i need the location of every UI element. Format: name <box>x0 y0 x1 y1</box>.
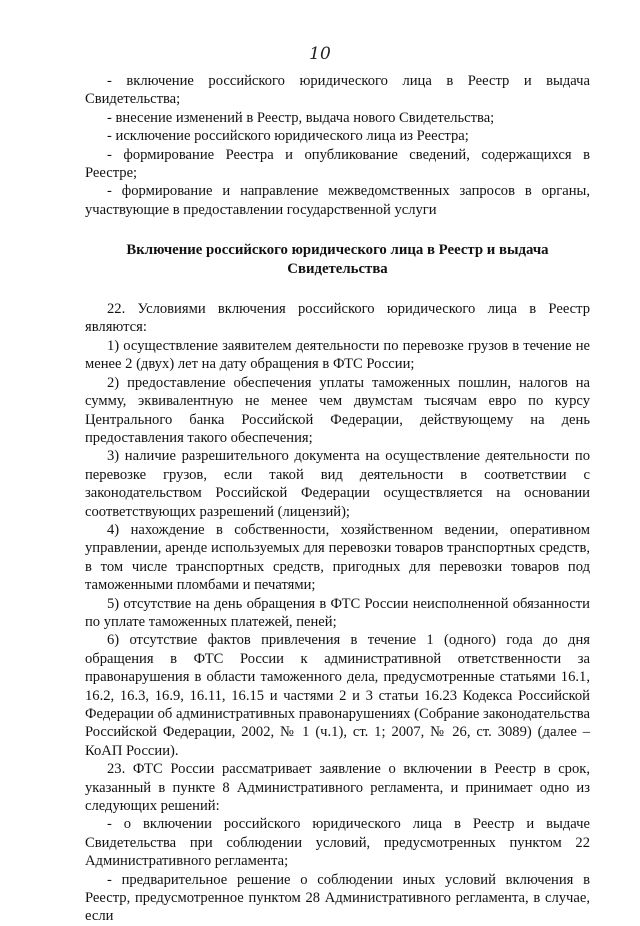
condition-item-5: 5) отсутствие на день обращения в ФТС России неисполненной обязанности по уплате таможенных платежей, пеней; <box>85 595 590 630</box>
paragraph-23: 23. ФТС России рассматривает заявление о включении в Реестр в срок, указанный в пункте 8 Административного регламента, и принимает одно из следующих решений: <box>85 761 590 815</box>
intro-item: - формирование и направление межведомственных запросов в органы, участвующие в предоставлении государственной услуги <box>85 183 590 218</box>
condition-item-6: 6) отсутствие фактов привлечения в течение 1 (одного) года до дня обращения в ФТС России к административной ответственности за правонарушения в области таможенного дела, предусмотренные статьями 16.1, 16.2, 16.3, 16.9, 16.11, 16.15 и частями 2 и 3 статьи 16.23 Кодекса Российской Федерации об административных правонарушениях (Собрание законодательства Российской Федерации, 2002, № 1 (ч.1), ст. 1; 2007, № 26, ст. 3089) (далее – КоАП России). <box>85 632 590 759</box>
paragraph-22: 22. Условиями включения российского юридического лица в Реестр являются: <box>85 301 590 336</box>
document-body <box>85 72 590 926</box>
condition-item-2: 2) предоставление обеспечения уплаты таможенных пошлин, налогов на сумму, эквивалентную не менее чем двумстам тысячам евро по курсу Центрального банка Российской Федерации, действующему на день предоставления такого обеспечения; <box>85 374 590 446</box>
intro-item: - формирование Реестра и опубликование сведений, содержащихся в Реестре; <box>85 146 590 182</box>
intro-item: - внесение изменений в Реестр, выдача нового Свидетельства; <box>107 109 495 126</box>
condition-item-1: 1) осуществление заявителем деятельности по перевозке грузов в течение не менее 2 (двух) лет на дату обращения в ФТС России; <box>85 337 590 373</box>
intro-item: - исключение российского юридического лица из Реестра; <box>107 128 469 145</box>
section-heading-line1: Включение российского юридического лица в Реестр и выдача <box>126 242 549 259</box>
section-heading <box>85 241 590 278</box>
condition-item-3: 3) наличие разрешительного документа на осуществление деятельности по перевозке грузов, если такой вид деятельности в соответствии с законодательством Российской Федерации осуществляется на основании соответствующих разрешений (лицензий); <box>85 448 590 520</box>
intro-item: - включение российского юридического лица в Реестр и выдача Свидетельства; <box>85 73 590 108</box>
section-heading-line2: Свидетельства <box>287 260 388 277</box>
condition-item-4: 4) нахождение в собственности, хозяйственном ведении, оперативном управлении, аренде используемых для перевозки товаров транспортных средств, в том числе транспортных средств, пригодных для перевозки товаров под таможенными пломбами и печатями; <box>85 521 590 594</box>
decision-item-1: - о включении российского юридического лица в Реестр и выдаче Свидетельства при соблюдении условий, предусмотренных пунктом 22 Административного регламента; <box>85 816 590 870</box>
page-number: 10 <box>309 44 331 64</box>
decision-item-2: - предварительное решение о соблюдении иных условий включения в Реестр, предусмотренное пунктом 28 Административного регламента, в случае, если <box>85 871 590 925</box>
